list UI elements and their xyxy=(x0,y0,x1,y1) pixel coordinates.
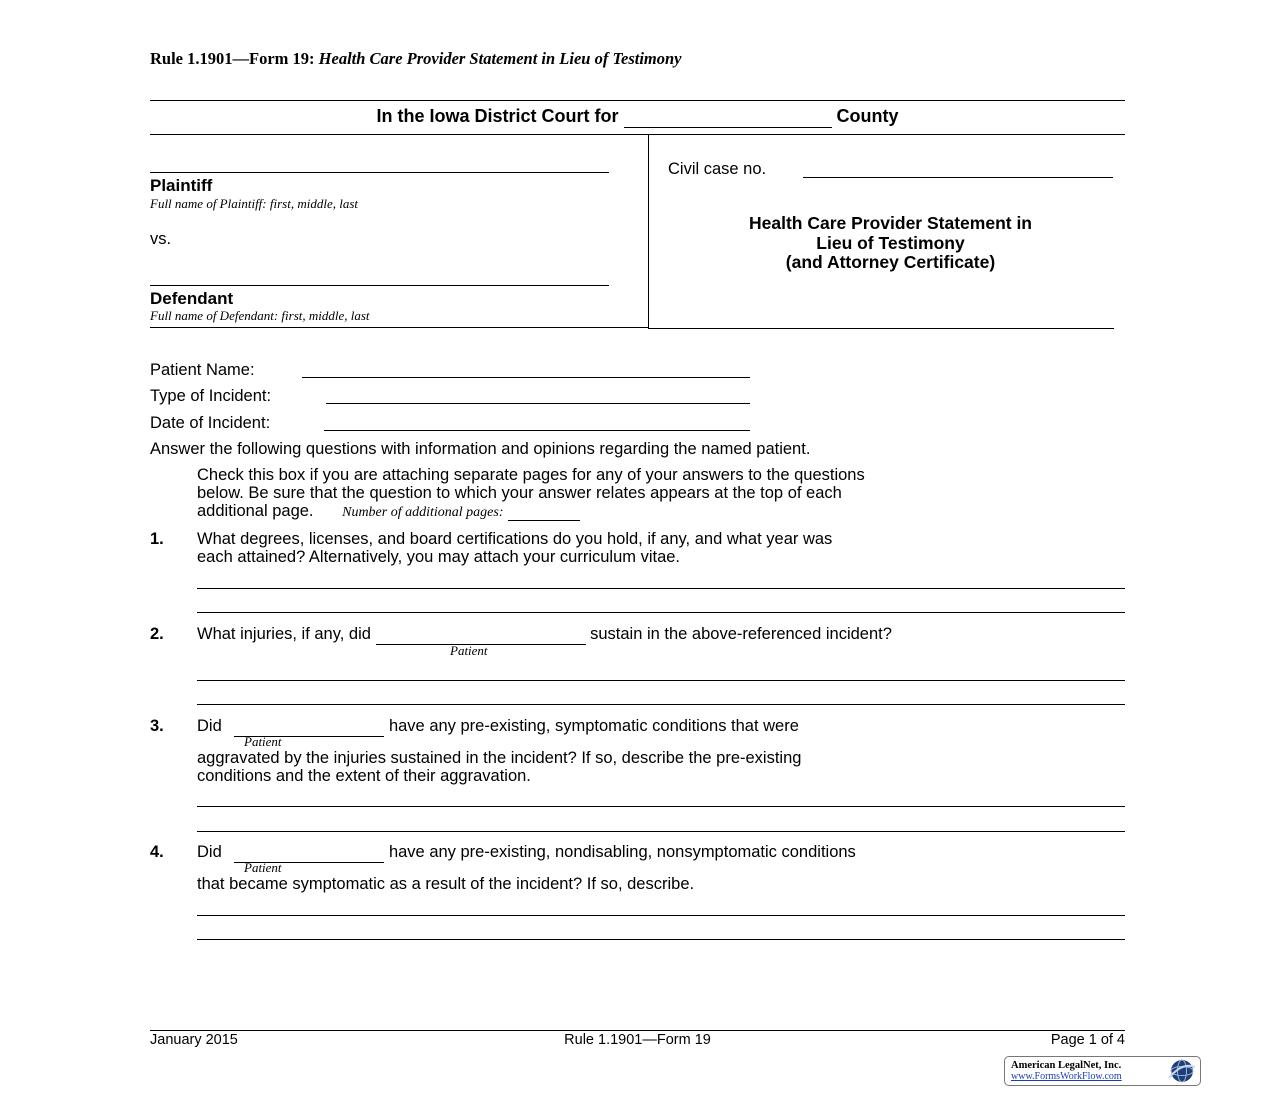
american-legalnet-logo[interactable] xyxy=(1004,1056,1201,1086)
checkbox-line-3-text: additional page. xyxy=(197,502,314,520)
q3-text-line-1 xyxy=(197,717,799,737)
q2-patient-field[interactable] xyxy=(376,625,586,645)
additional-pages-field[interactable] xyxy=(508,502,580,521)
footer-date: January 2015 xyxy=(150,1032,238,1048)
q3-number: 3. xyxy=(150,717,164,735)
q2-patient-hint: Patient xyxy=(450,643,488,658)
attachment-checkbox-text xyxy=(197,466,1127,522)
rule-prefix: Rule 1.1901—Form 19: xyxy=(150,49,315,68)
q3-text-continued xyxy=(197,749,801,785)
caption-bottom-right xyxy=(648,328,1114,329)
instructions-text: Answer the following questions with information and opinions regarding the named patient. xyxy=(150,440,811,458)
q2-text xyxy=(197,625,892,645)
plaintiff-hint: Full name of Plaintiff: first, middle, last xyxy=(150,196,358,211)
q1-answer-line-1[interactable] xyxy=(197,588,1125,589)
globe-icon xyxy=(1165,1058,1197,1084)
footer-rule xyxy=(150,1030,1125,1031)
title-line-3: (and Attorney Certificate) xyxy=(785,252,996,272)
caption-bottom-left xyxy=(150,327,648,328)
q2-after: sustain in the above-referenced incident? xyxy=(590,625,892,643)
q3-line-2: aggravated by the injuries sustained in the incident? If so, describe the pre-existing xyxy=(197,749,802,767)
logo-url[interactable]: www.FormsWorkFlow.com xyxy=(1011,1071,1122,1082)
civil-case-field[interactable] xyxy=(803,177,1113,178)
logo-company: American LegalNet, Inc. xyxy=(1011,1060,1122,1071)
court-rule xyxy=(150,134,1125,135)
plaintiff-label: Plaintiff xyxy=(150,176,213,195)
court-prefix: In the Iowa District Court for xyxy=(376,106,619,126)
q1-line-2: each attained? Alternatively, you may attach your curriculum vitae. xyxy=(197,548,681,566)
footer-page: Page 1 of 4 xyxy=(1050,1032,1125,1048)
q3-answer-line-1[interactable] xyxy=(197,806,1125,807)
patient-name-label: Patient Name: xyxy=(150,361,255,379)
q4-answer-line-2[interactable] xyxy=(197,939,1125,940)
q2-number: 2. xyxy=(150,625,164,643)
q1-text xyxy=(197,530,832,566)
q4-after: have any pre-existing, nondisabling, nonsymptomatic conditions xyxy=(388,843,856,861)
q2-answer-line-2[interactable] xyxy=(197,704,1125,705)
defendant-hint: Full name of Defendant: first, middle, last xyxy=(150,308,370,323)
additional-pages-label: Number of additional pages: xyxy=(342,505,504,520)
title-line-2: Lieu of Testimony xyxy=(816,232,965,253)
title-line-1: Health Care Provider Statement in xyxy=(749,213,1032,233)
q1-answer-line-2[interactable] xyxy=(197,612,1125,613)
q2-answer-line-1[interactable] xyxy=(197,680,1125,681)
q4-text-line-1 xyxy=(197,843,856,863)
q3-patient-hint: Patient xyxy=(244,734,282,749)
checkbox-line-3 xyxy=(197,502,1127,522)
q3-answer-line-2[interactable] xyxy=(197,831,1125,832)
incident-type-field[interactable] xyxy=(326,403,750,404)
checkbox-line-1: Check this box if you are attaching separate pages for any of your answers to the questions xyxy=(197,466,865,484)
county-field[interactable] xyxy=(624,106,832,128)
rule-title: Health Care Provider Statement in Lieu of Testimony xyxy=(318,49,682,68)
q2-before: What injuries, if any, did xyxy=(197,625,371,643)
plaintiff-name-field[interactable] xyxy=(150,172,609,173)
caption-divider xyxy=(648,134,649,328)
q1-line-1: What degrees, licenses, and board certifications do you hold, if any, and what year was xyxy=(197,530,833,548)
q3-after: have any pre-existing, symptomatic conditions that were xyxy=(388,717,799,735)
incident-date-label: Date of Incident: xyxy=(150,414,271,432)
incident-type-label: Type of Incident: xyxy=(150,387,272,405)
document-title xyxy=(668,214,1113,273)
civil-case-label: Civil case no. xyxy=(668,160,767,178)
patient-name-field[interactable] xyxy=(302,377,750,378)
top-rule xyxy=(150,100,1125,101)
q3-before: Did xyxy=(197,717,222,735)
defendant-label: Defendant xyxy=(150,289,234,308)
q4-answer-line-1[interactable] xyxy=(197,915,1125,916)
q4-patient-hint: Patient xyxy=(244,860,282,875)
q4-line-2: that became symptomatic as a result of the incident? If so, describe. xyxy=(197,875,695,893)
versus-label: vs. xyxy=(150,230,172,248)
court-heading xyxy=(150,106,1125,128)
defendant-name-field[interactable] xyxy=(150,285,609,286)
court-suffix: County xyxy=(836,106,899,126)
footer-form: Rule 1.1901—Form 19 xyxy=(564,1032,711,1048)
q3-line-3: conditions and the extent of their aggravation. xyxy=(197,767,531,785)
q4-before: Did xyxy=(197,843,222,861)
q1-number: 1. xyxy=(150,530,164,548)
form-rule-header xyxy=(150,49,682,69)
incident-date-field[interactable] xyxy=(324,430,750,431)
q4-number: 4. xyxy=(150,843,164,861)
checkbox-line-2: below. Be sure that the question to which your answer relates appears at the top of each xyxy=(197,484,842,502)
